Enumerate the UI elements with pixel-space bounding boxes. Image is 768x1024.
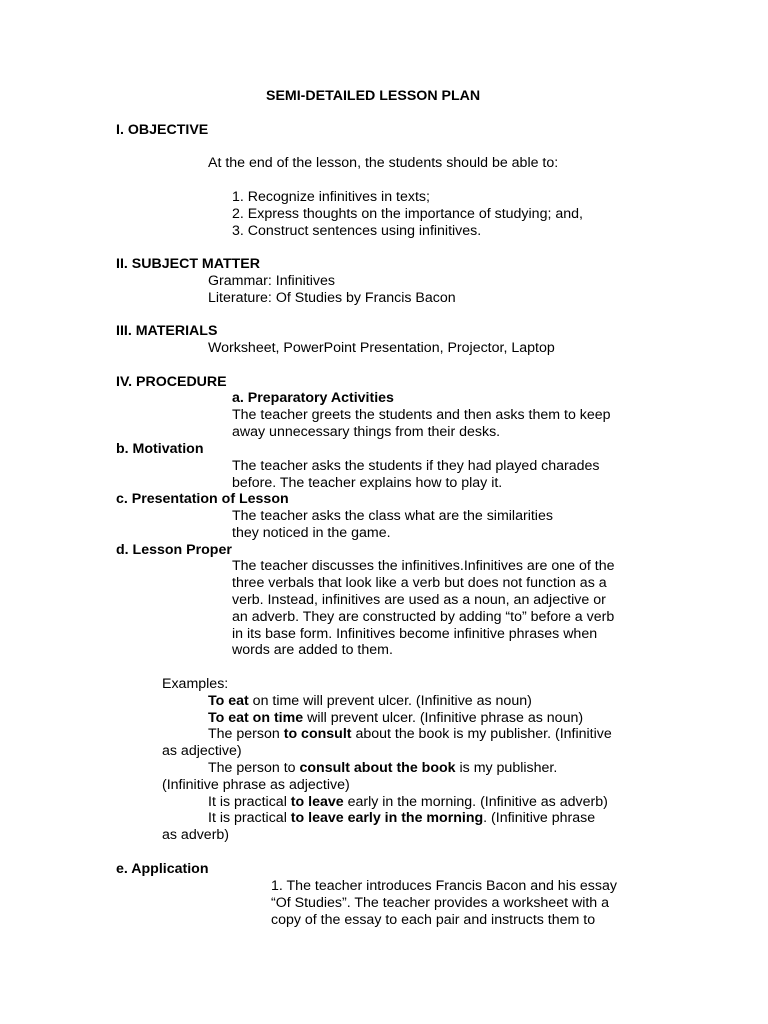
motivation-heading: b. Motivation [116, 441, 204, 457]
example-text: early in the morning. (Infinitive as adverb) [343, 794, 608, 810]
objective-item: 1. Recognize infinitives in texts; [232, 189, 430, 205]
preparatory-heading: a. Preparatory Activities [232, 390, 394, 406]
preparatory-line: The teacher greets the students and then asks them to keep [232, 407, 611, 423]
example-text: on time will prevent ulcer. (Infinitive as noun) [248, 693, 532, 709]
example-text: is my publisher. [455, 760, 558, 776]
lesson-proper-line: words are added to them. [232, 642, 393, 658]
example-text: about the book is my publisher. (Infinitive [351, 726, 612, 742]
example-line [208, 794, 608, 811]
example-continuation: as adverb) [162, 827, 230, 843]
example-line [208, 710, 583, 727]
lesson-proper-heading: d. Lesson Proper [116, 542, 232, 558]
subject-matter-heading: II. SUBJECT MATTER [116, 256, 260, 272]
subject-matter-line: Literature: Of Studies by Francis Bacon [208, 290, 456, 306]
example-text: . (Infinitive phrase [483, 810, 596, 826]
procedure-heading: IV. PROCEDURE [116, 374, 227, 390]
application-line: copy of the essay to each pair and instructs them to [271, 912, 596, 928]
objective-item: 3. Construct sentences using infinitives. [232, 223, 482, 239]
example-line [208, 726, 612, 743]
materials-text: Worksheet, PowerPoint Presentation, Projector, Laptop [208, 340, 555, 356]
example-text: The person to [208, 760, 300, 776]
example-text: It is practical [208, 794, 291, 810]
motivation-line: The teacher asks the students if they had played charades [232, 458, 600, 474]
application-line: 1. The teacher introduces Francis Bacon and his essay [271, 878, 617, 894]
example-line [208, 810, 595, 827]
example-bold: consult about the book [299, 760, 456, 776]
presentation-line: The teacher asks the class what are the similarities [232, 508, 553, 524]
application-line: “Of Studies”. The teacher provides a worksheet with a [271, 895, 610, 911]
objective-heading: I. OBJECTIVE [116, 122, 209, 138]
example-line [208, 693, 532, 710]
example-line [208, 760, 557, 777]
lesson-proper-line: The teacher discusses the infinitives.Infinitives are one of the [232, 558, 615, 574]
presentation-heading: c. Presentation of Lesson [116, 491, 289, 507]
examples-label: Examples: [162, 676, 229, 692]
example-text: It is practical [208, 810, 291, 826]
lesson-proper-line: an adverb. They are constructed by adding “to” before a verb [232, 609, 615, 625]
example-bold: To eat on time [208, 710, 304, 726]
lesson-proper-line: three verbals that look like a verb but does not function as a [232, 575, 607, 591]
presentation-line: they noticed in the game. [232, 525, 391, 541]
lesson-proper-line: verb. Instead, infinitives are used as a noun, an adjective or [232, 592, 606, 608]
objective-item: 2. Express thoughts on the importance of studying; and, [232, 206, 583, 222]
example-text: The person [208, 726, 284, 742]
objective-intro: At the end of the lesson, the students should be able to: [208, 155, 559, 171]
motivation-line: before. The teacher explains how to play it. [232, 475, 503, 491]
subject-matter-line: Grammar: Infinitives [208, 273, 335, 289]
example-bold: to leave early in the morning [290, 810, 484, 826]
application-heading: e. Application [116, 861, 209, 877]
preparatory-line: away unnecessary things from their desks. [232, 424, 501, 440]
example-continuation: (Infinitive phrase as adjective) [162, 777, 350, 793]
example-text: will prevent ulcer. (Infinitive phrase as noun) [303, 710, 584, 726]
page-title: SEMI-DETAILED LESSON PLAN [266, 88, 481, 104]
materials-heading: III. MATERIALS [116, 323, 218, 339]
example-bold: To eat [208, 693, 249, 709]
lesson-proper-line: in its base form. Infinitives become infinitive phrases when [232, 626, 598, 642]
example-continuation: as adjective) [162, 743, 242, 759]
example-bold: to consult [283, 726, 352, 742]
example-bold: to leave [290, 794, 344, 810]
